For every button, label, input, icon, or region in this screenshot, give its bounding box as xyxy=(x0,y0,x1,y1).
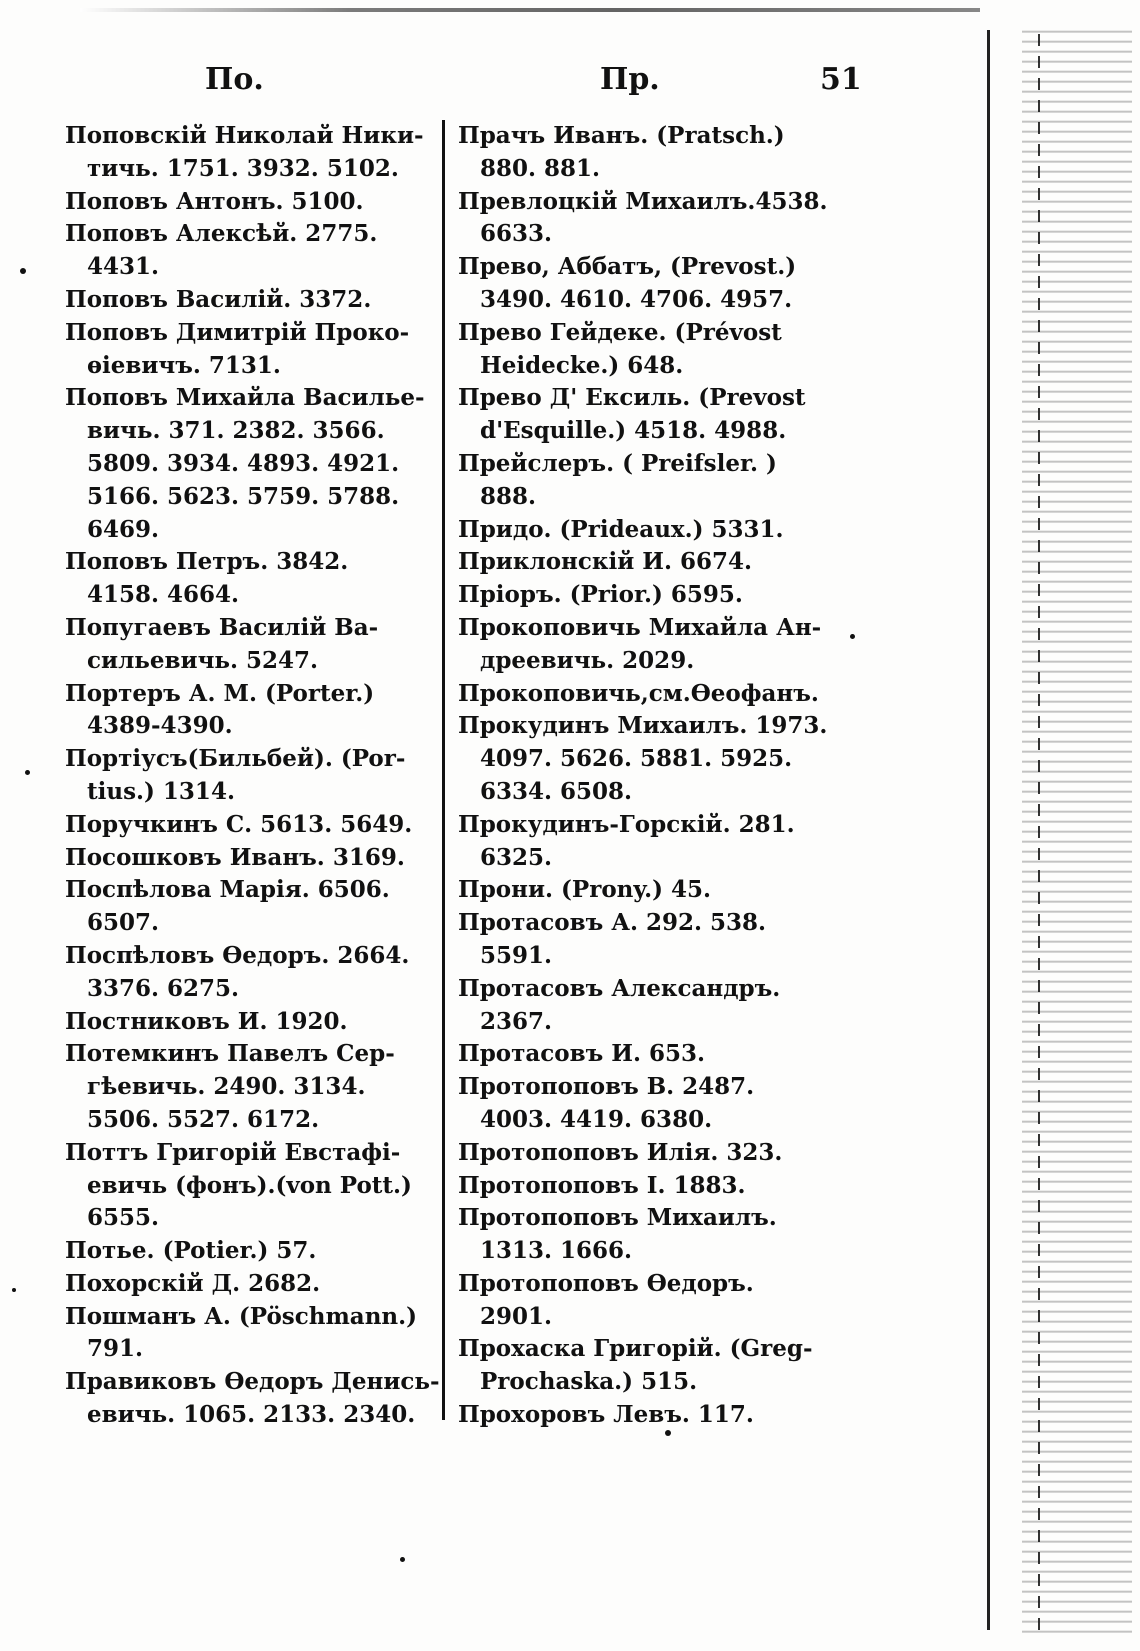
index-entry xyxy=(65,678,440,744)
entry-line: Протопоповъ І. 1883. xyxy=(458,1171,746,1199)
entry-line: Протасовъ А. 292. 538. xyxy=(458,909,767,937)
index-entry xyxy=(65,940,440,1006)
entry-line: Протасовъ Александръ. xyxy=(458,974,781,1002)
entry-continuation: 6325. xyxy=(480,843,553,871)
index-entry xyxy=(458,809,838,875)
index-entry xyxy=(65,1235,440,1268)
entry-line: Поповъ Михайла Василье- xyxy=(65,384,425,412)
entry-continuation: 888. xyxy=(480,482,537,510)
entry-line: Придо. (Prideaux.) 5331. xyxy=(458,515,784,543)
entry-line: Поттъ Григорій Евстафі- xyxy=(65,1138,401,1166)
index-entry xyxy=(65,284,440,317)
entry-line: Поповскій Николай Ники- xyxy=(65,122,424,149)
entry-continuation: 4389-4390. xyxy=(87,712,233,740)
binding-spine xyxy=(1022,30,1132,1640)
entry-continuation: 4097. 5626. 5881. 5925. xyxy=(480,745,793,773)
entry-line: Прево Гейдеке. (Prévost xyxy=(458,318,782,346)
entry-line: Протопоповъ Михаилъ. xyxy=(458,1204,777,1232)
entry-continuation: 5506. 5527. 6172. xyxy=(87,1105,320,1133)
index-entry xyxy=(65,186,440,219)
index-entry xyxy=(458,710,838,808)
entry-continuation: тичь. 1751. 3932. 5102. xyxy=(87,154,399,182)
index-entry xyxy=(65,874,440,940)
index-entry xyxy=(458,251,838,317)
page-number: 51 xyxy=(820,62,862,97)
entry-line: Прейслеръ. ( Preifsler. ) xyxy=(458,449,777,477)
speck xyxy=(665,1430,671,1436)
entry-line: Поповъ Димитрій Проко- xyxy=(65,318,410,346)
entry-line: Поповъ Алексѣй. 2775. xyxy=(65,220,378,248)
entry-line: Потемкинъ Павелъ Сер- xyxy=(65,1040,395,1068)
entry-continuation: 6469. xyxy=(87,515,160,543)
entry-line: Прохаска Григорій. (Greg- xyxy=(458,1335,813,1363)
index-entry xyxy=(458,1268,838,1334)
entry-line: Прокоповичь,см.Ѳеофанъ. xyxy=(458,679,819,707)
entry-continuation: 3376. 6275. xyxy=(87,974,240,1002)
page-edge-line xyxy=(987,30,990,1630)
entry-line: Прони. (Prony.) 45. xyxy=(458,876,712,904)
index-entry xyxy=(65,1038,440,1136)
entry-line: Прево Д' Ексиль. (Prevost xyxy=(458,384,806,412)
index-entry xyxy=(458,612,838,678)
index-entry xyxy=(65,317,440,383)
right-column xyxy=(458,120,838,1432)
entry-continuation: 5166. 5623. 5759. 5788. xyxy=(87,482,400,510)
index-entry xyxy=(458,973,838,1039)
speck xyxy=(25,770,30,775)
index-entry xyxy=(458,1038,838,1071)
entry-line: Поручкинъ С. 5613. 5649. xyxy=(65,810,413,838)
entry-continuation: 6507. xyxy=(87,909,160,937)
entry-continuation: 4003. 4419. 6380. xyxy=(480,1105,713,1133)
entry-continuation: 3490. 4610. 4706. 4957. xyxy=(480,285,793,313)
left-column xyxy=(65,120,440,1432)
entry-line: Прокоповичь Михайла Ан- xyxy=(458,613,822,641)
entry-continuation: 2901. xyxy=(480,1302,553,1330)
entry-continuation: евичь. 1065. 2133. 2340. xyxy=(87,1401,416,1429)
index-entry xyxy=(65,743,440,809)
entry-line: Прачъ Иванъ. (Pratsch.) xyxy=(458,122,785,149)
entry-continuation: 2367. xyxy=(480,1007,553,1035)
header-middle: Пр. xyxy=(600,62,660,97)
entry-line: Поспѣловъ Ѳедоръ. 2664. xyxy=(65,941,410,969)
entry-line: Правиковъ Ѳедоръ Денись- xyxy=(65,1368,440,1396)
entry-line: Протопоповъ Илія. 323. xyxy=(458,1138,783,1166)
entry-line: Протопоповъ Ѳедоръ. xyxy=(458,1269,754,1297)
entry-continuation: 6633. xyxy=(480,220,553,248)
index-entry xyxy=(458,1399,838,1432)
index-entry xyxy=(458,579,838,612)
index-entry xyxy=(65,546,440,612)
index-entry xyxy=(458,1202,838,1268)
entry-continuation: 6555. xyxy=(87,1204,160,1232)
index-entry xyxy=(458,514,838,547)
speck xyxy=(20,268,26,274)
index-entry xyxy=(458,120,838,186)
entry-line: Прево, Аббатъ, (Prevost.) xyxy=(458,253,797,281)
entry-line: Прохоровъ Левъ. 117. xyxy=(458,1401,754,1429)
index-entry xyxy=(65,1366,440,1432)
entry-continuation: 4431. xyxy=(87,253,160,281)
index-entry xyxy=(458,317,838,383)
index-entry xyxy=(65,1301,440,1367)
speck xyxy=(12,1288,16,1292)
index-entry xyxy=(65,218,440,284)
entry-continuation: евичь (фонъ).(von Pott.) xyxy=(87,1171,412,1199)
index-entry xyxy=(65,809,440,842)
entry-continuation: 4158. 4664. xyxy=(87,581,240,609)
top-rule xyxy=(80,8,980,12)
index-entry xyxy=(458,1071,838,1137)
entry-continuation: 1313. 1666. xyxy=(480,1237,633,1265)
entry-continuation: 5591. xyxy=(480,941,553,969)
entry-line: Похорскій Д. 2682. xyxy=(65,1269,321,1297)
index-entry xyxy=(458,382,838,448)
index-entry xyxy=(458,1170,838,1203)
entry-continuation: сильевичь. 5247. xyxy=(87,646,319,674)
entry-continuation: гѣевичь. 2490. 3134. xyxy=(87,1073,366,1101)
entry-line: Приклонскій И. 6674. xyxy=(458,548,753,576)
entry-continuation: d'Esquille.) 4518. 4988. xyxy=(480,417,787,445)
entry-line: Прокудинъ Михаилъ. 1973. xyxy=(458,712,828,740)
entry-line: Протопоповъ В. 2487. xyxy=(458,1073,755,1101)
entry-line: Портіусъ(Бильбей). (Por- xyxy=(65,745,406,773)
index-entry xyxy=(458,678,838,711)
entry-line: Прокудинъ-Горскій. 281. xyxy=(458,810,795,838)
index-entry xyxy=(65,1268,440,1301)
index-entry xyxy=(458,1333,838,1399)
entry-continuation: 880. 881. xyxy=(480,154,601,182)
index-entry xyxy=(65,382,440,546)
entry-line: Потье. (Potier.) 57. xyxy=(65,1237,317,1265)
entry-continuation: 791. xyxy=(87,1335,144,1363)
entry-line: Посошковъ Иванъ. 3169. xyxy=(65,843,405,871)
entry-line: Превлоцкій Михаилъ.4538. xyxy=(458,187,828,215)
entry-line: Протасовъ И. 653. xyxy=(458,1040,706,1068)
entry-continuation: вичь. 371. 2382. 3566. xyxy=(87,417,385,445)
entry-continuation: 6334. 6508. xyxy=(480,777,633,805)
column-divider xyxy=(442,120,445,1420)
entry-line: Постниковъ И. 1920. xyxy=(65,1007,348,1035)
entry-line: Поповъ Петръ. 3842. xyxy=(65,548,349,576)
entry-continuation: Prochaska.) 515. xyxy=(480,1368,698,1396)
entry-line: Поповъ Антонъ. 5100. xyxy=(65,187,364,215)
entry-continuation: 5809. 3934. 4893. 4921. xyxy=(87,449,400,477)
entry-line: Пріоръ. (Prior.) 6595. xyxy=(458,581,743,609)
index-entry xyxy=(65,612,440,678)
index-entry xyxy=(458,907,838,973)
entry-line: Поспѣлова Марія. 6506. xyxy=(65,876,390,904)
index-entry xyxy=(65,120,440,186)
speck xyxy=(850,634,855,639)
index-entry xyxy=(65,1137,440,1235)
running-header xyxy=(0,62,1140,102)
entry-continuation: Heidecke.) 648. xyxy=(480,351,684,379)
index-entry xyxy=(458,1137,838,1170)
entry-line: Поповъ Василій. 3372. xyxy=(65,285,372,313)
index-entry xyxy=(458,186,838,252)
speck xyxy=(400,1557,405,1562)
index-entry xyxy=(458,448,838,514)
entry-continuation: дреевичь. 2029. xyxy=(480,646,695,674)
entry-continuation: ѳіевичъ. 7131. xyxy=(87,351,281,379)
index-entry xyxy=(458,546,838,579)
index-entry xyxy=(65,1006,440,1039)
entry-line: Портеръ А. М. (Porter.) xyxy=(65,679,375,707)
entry-line: Попугаевъ Василій Ва- xyxy=(65,613,379,641)
entry-line: Пошманъ А. (Pöschmann.) xyxy=(65,1302,418,1330)
index-entry xyxy=(65,842,440,875)
index-entry xyxy=(458,874,838,907)
entry-continuation: tius.) 1314. xyxy=(87,777,235,805)
header-left: По. xyxy=(205,62,264,97)
